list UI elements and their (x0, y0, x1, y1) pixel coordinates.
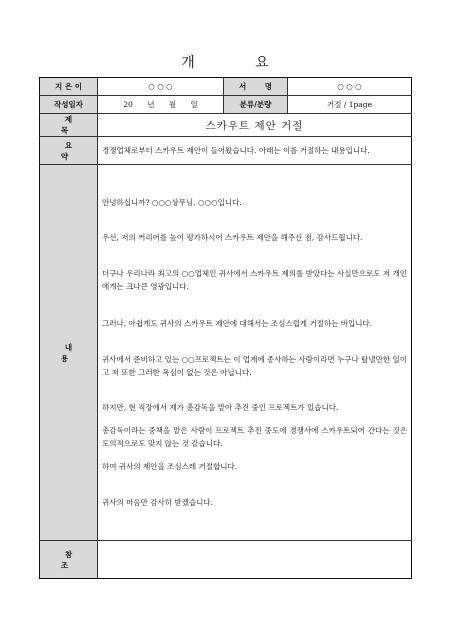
content-paragraph: 귀사에서 준비하고 있는 ○○프로젝트는 이 업계에 종사하는 사람이라면 누구나 탐낼만한 일이고 저 또한 그러한 욕심이 없는 것은 아닙니다. (102, 355, 407, 377)
content-paragraph: 그러나, 아쉽게도 귀사의 스카우트 제안에 대해서는 조심스럽게 거절하는 바입니다. (102, 319, 373, 328)
subject-label: 제 목 (40, 114, 98, 137)
subject-value[interactable]: 스카우트 제안 거절 (98, 114, 412, 137)
document-title: 개 요 (181, 55, 297, 71)
reference-row (40, 541, 412, 579)
summary-value[interactable]: 경쟁업체로부터 스카우트 제안이 들어왔습니다. 아래는 이를 거절하는 내용입니다. (98, 137, 412, 165)
content-paragraph: 총감독이라는 중책을 맡은 사람이 프로젝트 추진 중도에 경쟁사에 스카우트되어 간다는 것은 도의적으로도 맞지 않는 것 같습니다. (102, 426, 407, 448)
signature-value[interactable]: ○ ○ ○ (288, 78, 412, 96)
date-value[interactable] (98, 96, 224, 114)
signature-label: 서 명 (224, 78, 288, 96)
content-paragraph: 더구나 우리나라 최고의 ○○업체인 귀사에서 스카우트 제의를 받았다는 사실만으로도 저 개인에게는 크나큰 영광입니다. (102, 269, 407, 291)
content-paragraph: 우선, 저의 커리어를 높이 평가하시어 스카우트 제안을 해주신 점, 감사드립니다. (102, 233, 363, 242)
subject-row (40, 114, 412, 137)
content-label: 내 용 (40, 165, 98, 541)
author-label: 지 은 이 (40, 78, 98, 96)
date-day-unit: 일 (190, 100, 198, 109)
author-value[interactable]: ○ ○ ○ (98, 78, 224, 96)
reference-value[interactable] (98, 541, 412, 579)
date-year-unit: 년 (147, 100, 155, 109)
content-paragraph: 하지만, 현 직장에서 제가 총감독을 맡아 추진 중인 프로젝트가 있습니다. (102, 403, 339, 412)
content-paragraph: 안녕하십니까? ○○○상무님, ○○○입니다. (102, 198, 242, 207)
content-paragraph: 귀사의 마음만 감사히 받겠습니다. (102, 498, 213, 507)
date-year: 20 (123, 100, 133, 109)
content-row (40, 165, 412, 541)
summary-row (40, 137, 412, 165)
date-month-unit: 월 (168, 100, 177, 109)
content-body[interactable] (98, 165, 412, 541)
date-label: 작성일자 (40, 96, 98, 114)
reference-label: 참 조 (40, 541, 98, 579)
summary-form-table (39, 77, 412, 579)
category-label: 분류/분량 (224, 96, 288, 114)
summary-label: 요 약 (40, 137, 98, 165)
content-paragraph: 하여 귀사의 제안을 조심스레 거절합니다. (102, 462, 238, 471)
category-value[interactable]: 거절 / 1page (288, 96, 412, 114)
date-row (40, 96, 412, 114)
author-row (40, 78, 412, 96)
